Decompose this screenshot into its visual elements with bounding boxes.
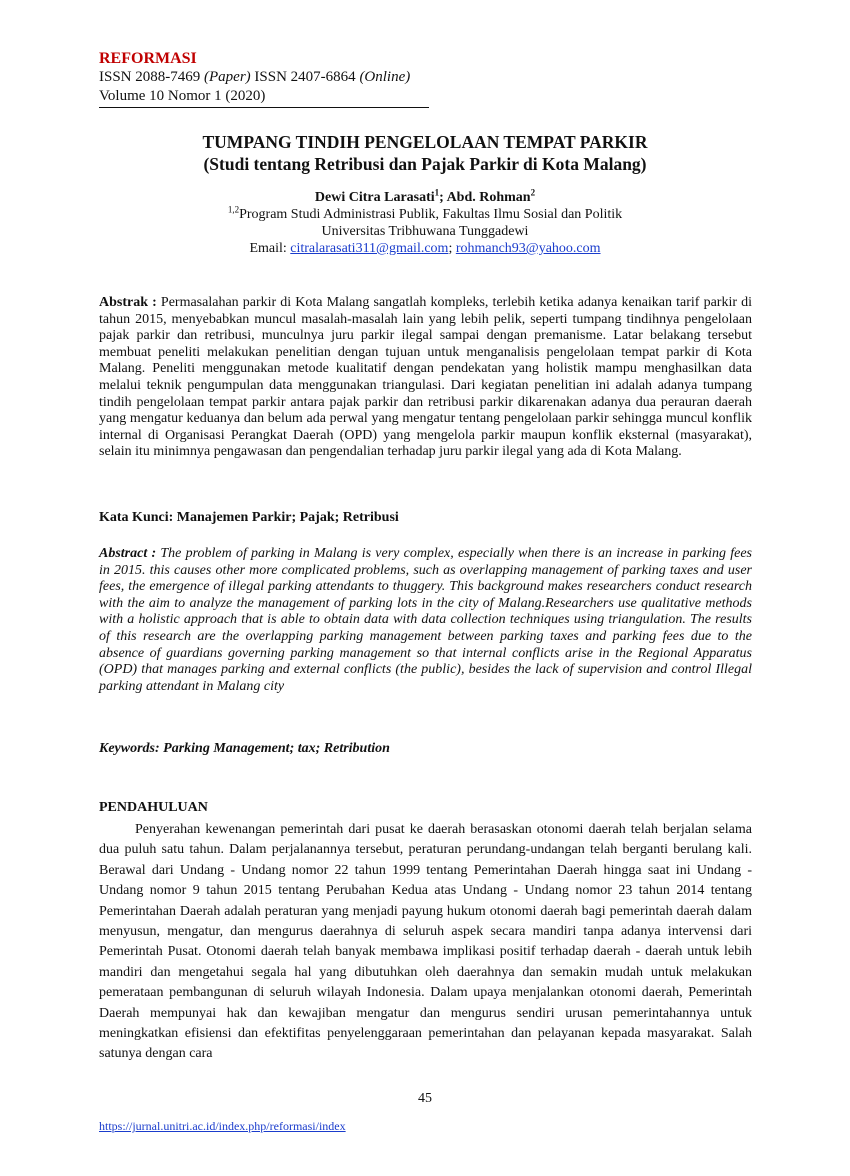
university: Universitas Tribhuwana Tunggadewi (321, 224, 529, 239)
page-number: 45 (418, 1091, 432, 1106)
header-rule (99, 107, 429, 108)
email-label: Email: (249, 241, 291, 256)
kata-kunci: Kata Kunci: Manajemen Parkir; Pajak; Retribusi (99, 510, 399, 525)
email-link-2[interactable]: rohmanch93@yahoo.com (455, 241, 601, 256)
issn-print-label: (Paper) (204, 69, 251, 85)
paper-title (99, 131, 751, 175)
abstract-paragraph (99, 546, 752, 695)
abstract-text: The problem of parking in Malang is very complex, especially when there is an increase in parking fees in 2015. this causes other more complicated problems, such as overlapping management of parking taxes and user fees, the emergence of illegal parking attendants to thuggery. This background makes researchers conduct research with the aim to analyze the management of parking lots in the city of Malang.Researchers use qualitative methods with a holistic approach that is able to obtain data with data collection techniques using triangulation. The results of this research are the overlapping parking management between parking taxes and parking fees due to the absence of guardians governing parking management so that internal conflicts arise in the Regional Apparatus (OPD) that manages parking and external conflicts (the public), besides the lack of supervision and control Illegal parking attendant in Malang city (99, 546, 752, 694)
author-1: Dewi Citra Larasati (314, 190, 435, 205)
keywords: Keywords: Parking Management; tax; Retribution (99, 741, 390, 756)
author-2-sup: 2 (530, 187, 536, 198)
issn-print: ISSN 2088-7469 (99, 69, 201, 85)
author-block (99, 189, 751, 257)
title-line-1: TUMPANG TINDIH PENGELOLAAN TEMPAT PARKIR (202, 132, 648, 152)
title-line-2: (Studi tentang Retribusi dan Pajak Parkir di Kota Malang) (203, 154, 647, 174)
volume-line: Volume 10 Nomor 1 (2020) (99, 88, 266, 104)
affiliation (99, 206, 751, 223)
abstract-label: Abstract : (99, 546, 157, 561)
affiliation-sup: 1,2 (227, 204, 240, 215)
pendahuluan-paragraph (99, 820, 752, 1065)
pendahuluan-text: Penyerahan kewenangan pemerintah dari pusat ke daerah berasaskan otonomi daerah telah berjalan selama dua puluh satu tahun. Dalam perjalanannya tersebut, peraturan perundang-undangan telah berganti berulang kali. Berawal dari Undang - Undang nomor 22 tahun 1999 tentang Pemerintahan Daerah hingga saat ini Undang - Undang nomor 9 tahun 2015 tentang Perubahan Kedua atas Undang - Undang nomor 23 tahun 2014 tentang Pemerintahan Daerah adalah peraturan yang menjadi payung hukum otonomi daerah bagi pemerintah daerah dalam menyusun, mengatur, dan mengurus daerahnya di seluruh aspek secara mandiri tanpa adanya intervensi dari Pemerintah Pusat. Otonomi daerah telah banyak membawa implikasi positif terhadap daerah - daerah untuk lebih mandiri dan mengetahui segala hal yang dibutuhkan oleh daerahnya dan semakin mudah untuk melakukan pemerataan pembangunan di seluruh wilayah Indonesia. Dalam upaya menjalankan otonomi daerah, Pemerintah Daerah mempunyai hak dan kewajiban mengatur dan mengurus sendiri urusan pemerintahannya untuk meningkatkan efisiensi dan efektifitas penyelenggaraan pemerintahan dan pelayanan kepada masyarakat. Salah satunya dengan cara (99, 822, 752, 1062)
abstrak-text: Permasalahan parkir di Kota Malang sangatlah kompleks, terlebih ketika adanya kenaikan tarif parkir di tahun 2015, menyebabkan muncul masalah-masalah lain yang lebih pelik, seperti tumpang tindihnya pengelolaan pajak parkir dan retribusi, munculnya juru parkir ilegal sampai dengan premanisme. Latar belakang tersebut membuat peneliti melakukan penelitian dengan tujuan untuk menganalisis pengelolaan tempat parkir di Kota Malang. Peneliti menggunakan metode kualitatif dengan pendekatan yang holistik mampu menghasilkan data melalui teknik pengumpulan data menggunakan triangulasi. Dari kegiatan penelitian ini adalah adanya tumpang tindih pengelolaan tempat parkir antara pajak parkir dan retribusi parkir dikarenakan adanya dua perauran daerah yang mengatur keduanya dan belum ada perwal yang mengatur tentang pengelolaan parkir sehingga muncul konflik internal di Organisasi Perangkat Daerah (OPD) yang mengelola parkir maupun konflik eksternal (masyarakat), selain itu minimnya pengawasan dan pengendalian terhadap juru parkir ilegal yang ada di Kota Malang. (99, 295, 752, 460)
affiliation-text: Program Studi Administrasi Publik, Fakultas Ilmu Sosial dan Politik (239, 207, 623, 222)
email-link-1[interactable]: citralarasati311@gmail.com (290, 241, 449, 256)
author-1-sup: 1 (434, 187, 440, 198)
abstrak-paragraph (99, 295, 752, 461)
email-line (99, 240, 751, 257)
author-separator: ; (439, 190, 447, 205)
abstrak-label: Abstrak : (99, 295, 157, 310)
issn-online-label: (Online) (359, 69, 411, 85)
journal-url-link[interactable]: https://jurnal.unitri.ac.id/index.php/reformasi/index (99, 1119, 346, 1133)
journal-header (99, 49, 429, 108)
issn-online: ISSN 2407-6864 (254, 69, 356, 85)
issn-line (99, 68, 429, 87)
email-separator: ; (448, 241, 456, 256)
author-2: Abd. Rohman (446, 190, 531, 205)
section-heading-pendahuluan: PENDAHULUAN (99, 800, 208, 815)
journal-name: REFORMASI (99, 50, 197, 67)
author-names (99, 189, 751, 206)
